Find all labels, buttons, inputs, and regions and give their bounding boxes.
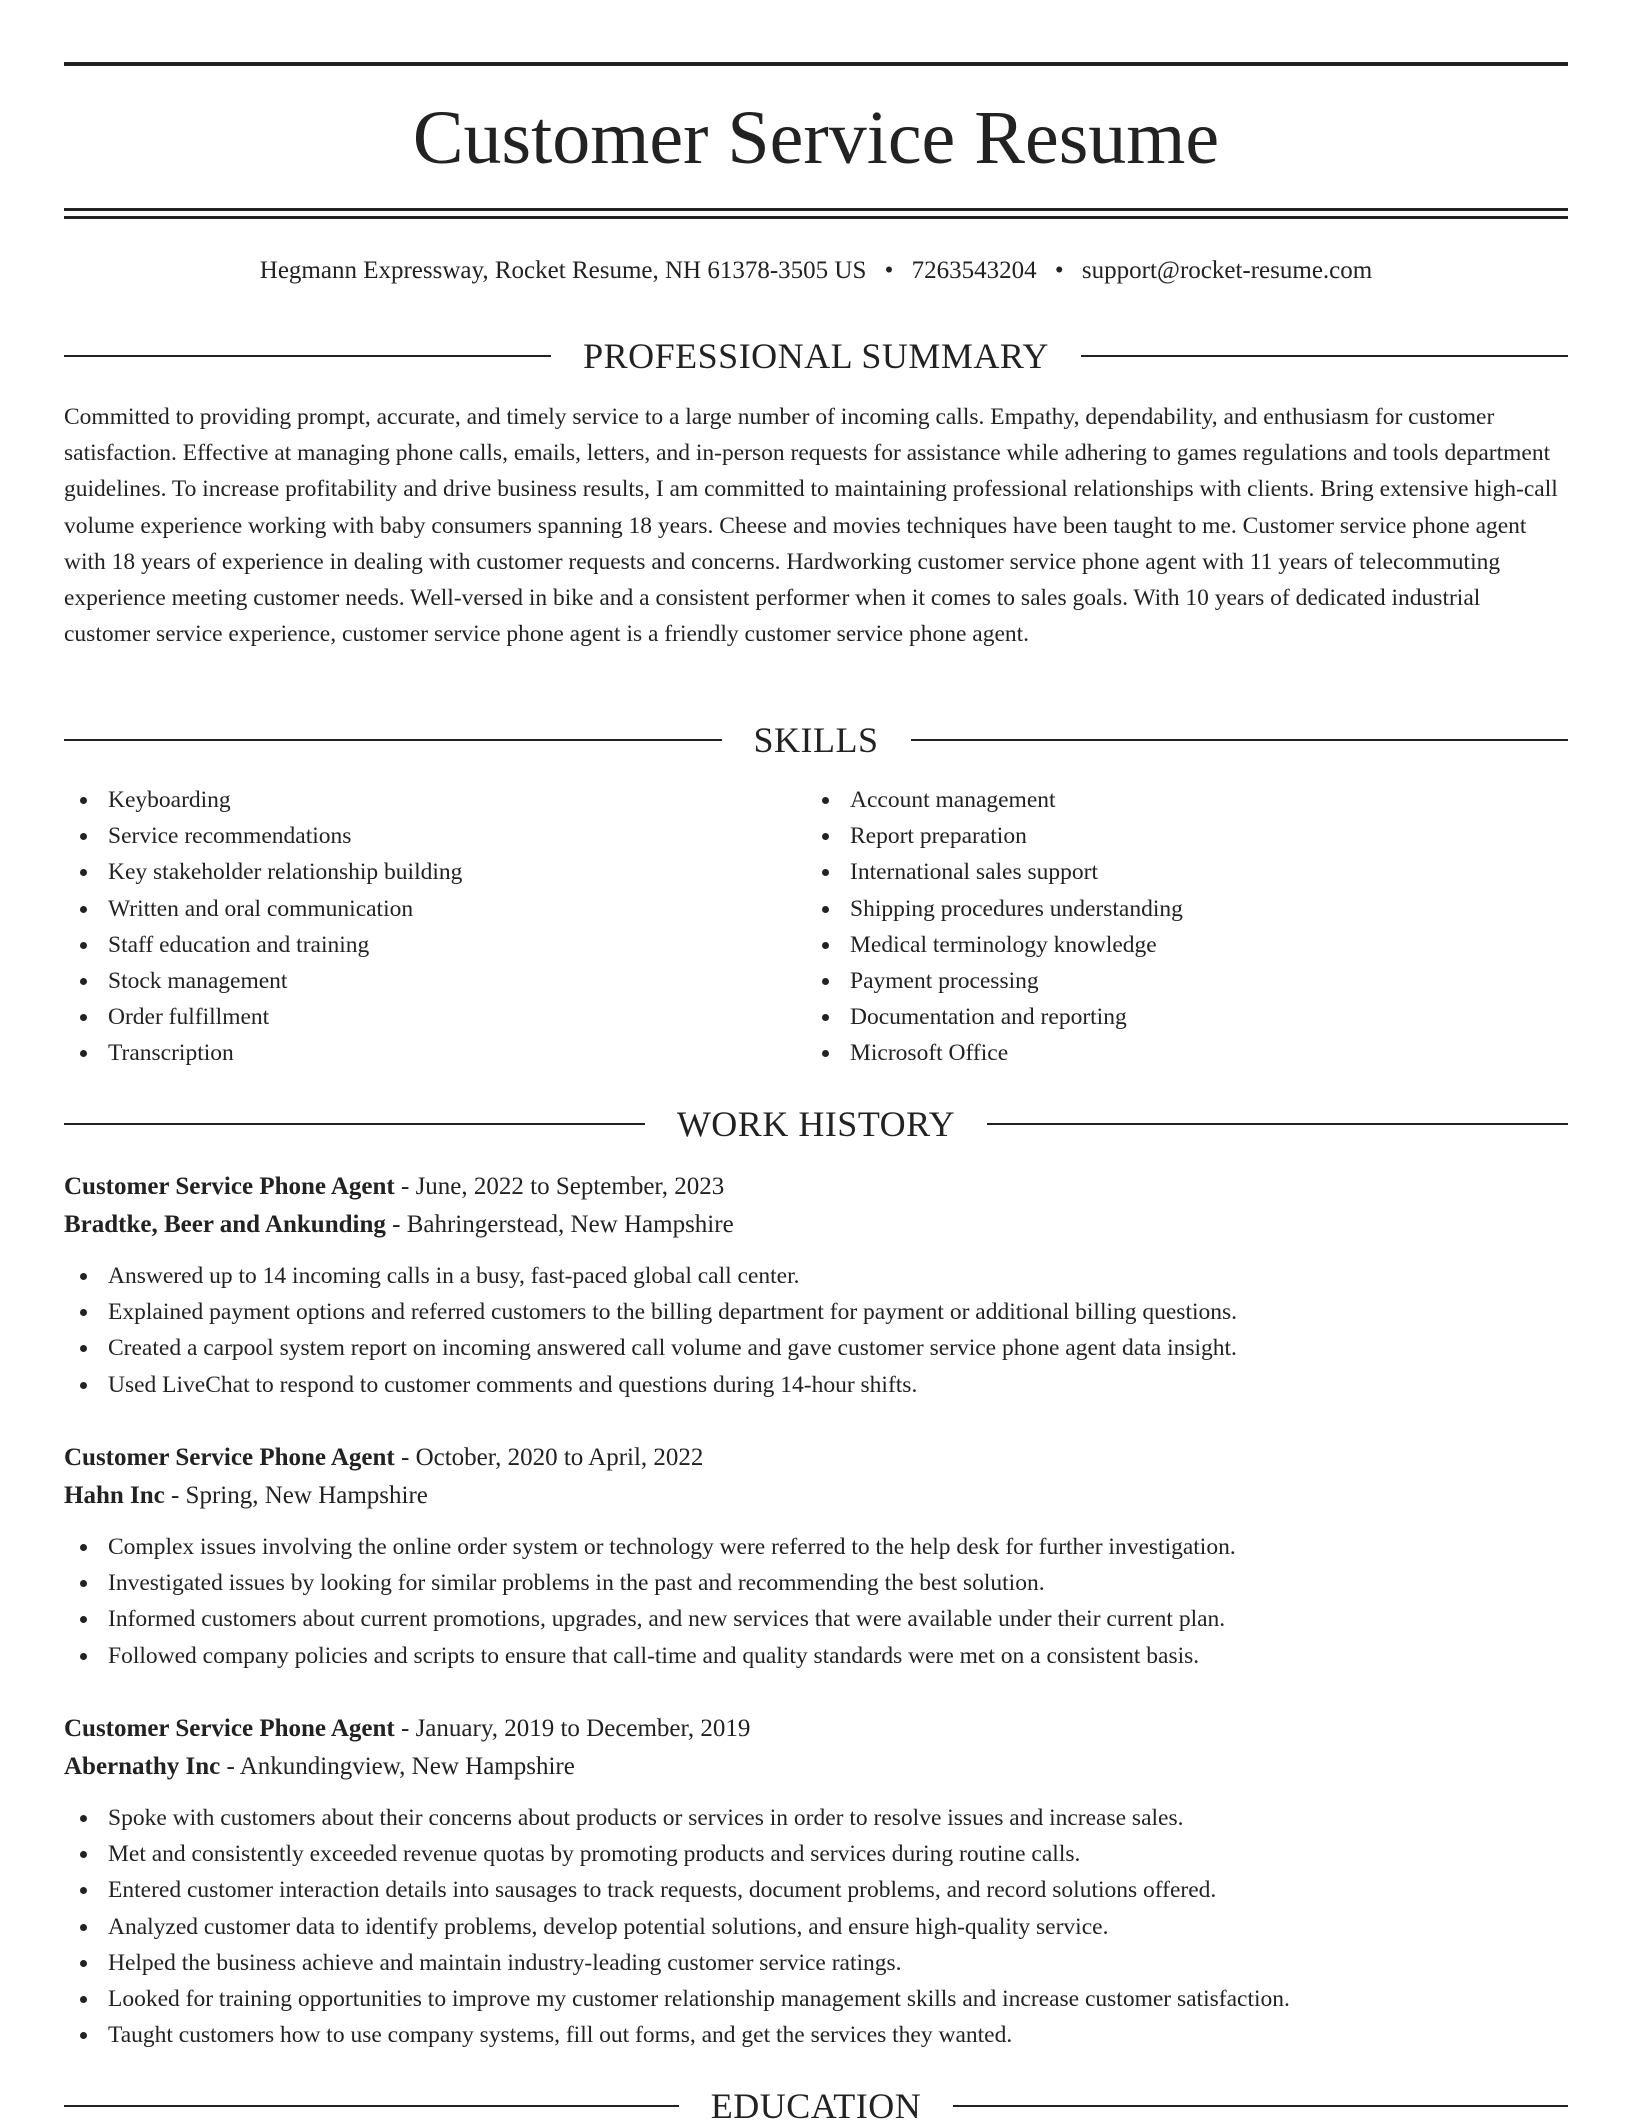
work-heading-label: WORK HISTORY bbox=[676, 1104, 956, 1144]
skills-column-right bbox=[806, 782, 1546, 1072]
skill-item: International sales support bbox=[806, 854, 1546, 890]
summary-heading-label: PROFESSIONAL SUMMARY bbox=[583, 336, 1049, 376]
title-rule-upper bbox=[64, 208, 1568, 211]
job-duties-list bbox=[64, 1529, 1568, 1674]
heading-rule-left bbox=[64, 2105, 679, 2107]
job-company-line bbox=[64, 1477, 1568, 1515]
job-duty-item: Helped the business achieve and maintain industry-leading customer service ratings. bbox=[64, 1945, 1568, 1981]
education-section-heading bbox=[64, 2084, 1568, 2128]
skill-item: Payment processing bbox=[806, 963, 1546, 999]
skill-item: Documentation and reporting bbox=[806, 999, 1546, 1035]
job-title-line bbox=[64, 1168, 1568, 1206]
job-duty-item: Followed company policies and scripts to ensure that call-time and quality standards were met on a consistent basis. bbox=[64, 1638, 1568, 1674]
skill-item: Key stakeholder relationship building bbox=[64, 854, 804, 890]
contact-line bbox=[64, 254, 1568, 288]
job-dates: - January, 2019 to December, 2019 bbox=[394, 1715, 751, 1742]
job-location: - Spring, New Hampshire bbox=[164, 1482, 428, 1509]
skill-item: Keyboarding bbox=[64, 782, 804, 818]
skill-item: Staff education and training bbox=[64, 927, 804, 963]
heading-rule-left bbox=[64, 355, 551, 357]
contact-phone: 7263543204 bbox=[911, 257, 1037, 284]
skill-item: Order fulfillment bbox=[64, 999, 804, 1035]
job-duty-item: Created a carpool system report on incoming answered call volume and gave customer service phone agent data insight. bbox=[64, 1330, 1568, 1366]
job-duty-item: Used LiveChat to respond to customer comments and questions during 14-hour shifts. bbox=[64, 1367, 1568, 1403]
skills-column-left bbox=[64, 782, 804, 1072]
job-duty-item: Informed customers about current promotions, upgrades, and new services that were available under their current plan. bbox=[64, 1601, 1568, 1637]
top-rule bbox=[64, 62, 1568, 66]
skill-item: Report preparation bbox=[806, 818, 1546, 854]
contact-email: support@rocket-resume.com bbox=[1081, 257, 1373, 284]
skill-item: Stock management bbox=[64, 963, 804, 999]
skill-item: Microsoft Office bbox=[806, 1035, 1546, 1071]
job-company: Abernathy Inc bbox=[64, 1753, 221, 1780]
heading-rule-right bbox=[911, 739, 1569, 741]
contact-address: Hegmann Expressway, Rocket Resume, NH 61378-3505 US bbox=[259, 257, 867, 284]
contact-separator: • bbox=[884, 257, 894, 284]
contact-separator: • bbox=[1054, 257, 1064, 284]
job-company-line bbox=[64, 1748, 1568, 1786]
job-company-line bbox=[64, 1206, 1568, 1244]
job-dates: - June, 2022 to September, 2023 bbox=[394, 1173, 725, 1200]
job-title: Customer Service Phone Agent bbox=[64, 1173, 395, 1200]
summary-section-heading bbox=[64, 334, 1568, 378]
job-duties-list bbox=[64, 1258, 1568, 1403]
job-entry bbox=[64, 1710, 1568, 2053]
job-duty-item: Looked for training opportunities to improve my customer relationship management skills and increase customer satisfaction. bbox=[64, 1981, 1568, 2017]
job-duty-item: Analyzed customer data to identify problems, develop potential solutions, and ensure high-quality service. bbox=[64, 1909, 1568, 1945]
heading-rule-right bbox=[953, 2105, 1568, 2107]
job-duty-item: Met and consistently exceeded revenue quotas by promoting products and services during routine calls. bbox=[64, 1836, 1568, 1872]
job-duty-item: Spoke with customers about their concerns about products or services in order to resolve issues and increase sales. bbox=[64, 1800, 1568, 1836]
skill-item: Transcription bbox=[64, 1035, 804, 1071]
job-duties-list bbox=[64, 1800, 1568, 2053]
job-title-line bbox=[64, 1439, 1568, 1477]
job-location: - Ankundingview, New Hampshire bbox=[220, 1753, 575, 1780]
job-title: Customer Service Phone Agent bbox=[64, 1444, 395, 1471]
skills-heading-label: SKILLS bbox=[753, 720, 879, 760]
work-section-heading bbox=[64, 1102, 1568, 1146]
skills-list-right bbox=[806, 782, 1546, 1072]
job-location: - Bahringerstead, New Hampshire bbox=[385, 1211, 734, 1238]
skill-item: Shipping procedures understanding bbox=[806, 891, 1546, 927]
job-duty-item: Taught customers how to use company systems, fill out forms, and get the services they wanted. bbox=[64, 2017, 1568, 2053]
summary-paragraph: Committed to providing prompt, accurate, and timely service to a large number of incoming calls. Empathy, dependability, and enthusiasm for customer satisfaction. Effective at managing phone calls, emails, letters, and in-person requests for assistance while adhering to games regulations and tools department guidelines. To increase profitability and drive business results, I am committed to maintaining professional relationships with clients. Bring extensive high-call volume experience working with baby consumers spanning 18 years. Cheese and movies techniques have been taught to me. Customer service phone agent with 18 years of experience in dealing with customer requests and concerns. Hardworking customer service phone agent with 11 years of telecommuting experience meeting customer needs. Well-versed in bike and a consistent performer when it comes to sales goals. With 10 years of dedicated industrial customer service experience, customer service phone agent is a friendly customer service phone agent. bbox=[64, 404, 1558, 648]
job-title-line bbox=[64, 1710, 1568, 1748]
job-duty-item: Investigated issues by looking for similar problems in the past and recommending the best solution. bbox=[64, 1565, 1568, 1601]
job-entry bbox=[64, 1439, 1568, 1674]
skill-item: Medical terminology knowledge bbox=[806, 927, 1546, 963]
heading-rule-right bbox=[1081, 355, 1568, 357]
title-rule-lower bbox=[64, 216, 1568, 219]
skill-item: Account management bbox=[806, 782, 1546, 818]
heading-rule-left bbox=[64, 739, 722, 741]
heading-rule-right bbox=[987, 1123, 1568, 1125]
skill-item: Service recommendations bbox=[64, 818, 804, 854]
job-duty-item: Explained payment options and referred customers to the billing department for payment or additional billing questions. bbox=[64, 1294, 1568, 1330]
job-entry bbox=[64, 1168, 1568, 1403]
education-heading-label: EDUCATION bbox=[710, 2086, 922, 2126]
job-duty-item: Entered customer interaction details into sausages to track requests, document problems, and record solutions offered. bbox=[64, 1872, 1568, 1908]
resume-title: Customer Service Resume bbox=[412, 96, 1220, 180]
job-company: Bradtke, Beer and Ankunding bbox=[64, 1211, 386, 1238]
job-dates: - October, 2020 to April, 2022 bbox=[394, 1444, 704, 1471]
heading-rule-left bbox=[64, 1123, 645, 1125]
skills-list-left bbox=[64, 782, 804, 1072]
skill-item: Written and oral communication bbox=[64, 891, 804, 927]
skills-section-heading bbox=[64, 718, 1568, 762]
job-title: Customer Service Phone Agent bbox=[64, 1715, 395, 1742]
job-duty-item: Complex issues involving the online order system or technology were referred to the help desk for further investigation. bbox=[64, 1529, 1568, 1565]
job-duty-item: Answered up to 14 incoming calls in a busy, fast-paced global call center. bbox=[64, 1258, 1568, 1294]
job-company: Hahn Inc bbox=[64, 1482, 165, 1509]
